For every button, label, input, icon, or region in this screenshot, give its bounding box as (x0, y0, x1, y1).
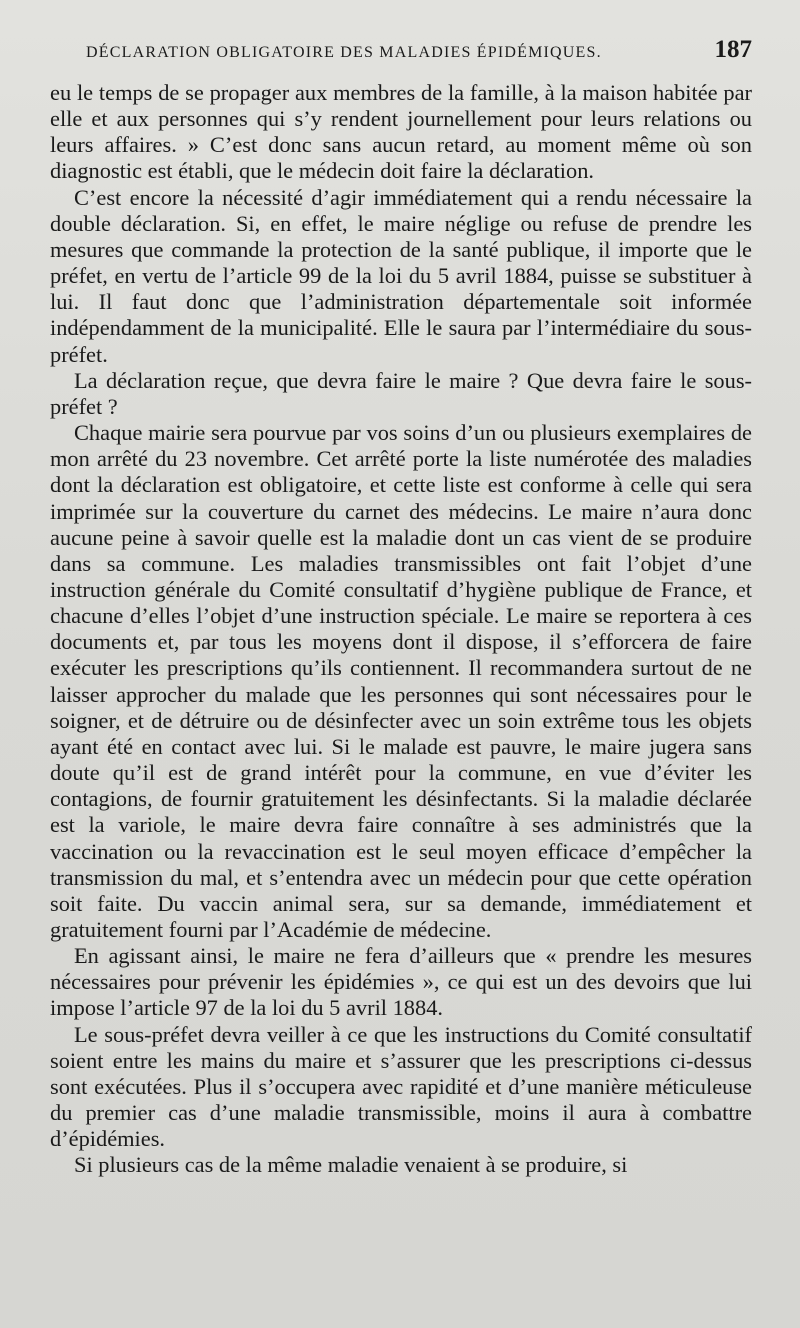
paragraph: C’est encore la nécessité d’agir immédiatement qui a rendu nécessaire la double déclaration. Si, en effet, le maire néglige ou refuse de prendre les mesures que commande la protection de la santé publique, il importe que le préfet, en vertu de l’article 99 de la loi du 5 avril 1884, puisse se substituer à lui. Il faut donc que l’administration départementale soit informée indépendamment de la municipalité. Elle le saura par l’intermédiaire du sous-préfet. (50, 184, 752, 367)
paragraph: En agissant ainsi, le maire ne fera d’ailleurs que « prendre les mesures nécessaires pour prévenir les épidémies », ce qui est un des devoirs que lui impose l’article 97 de la loi du 5 avril 1884. (50, 943, 752, 1021)
paragraph: Si plusieurs cas de la même maladie venaient à se produire, si (74, 1152, 628, 1178)
running-head: DÉCLARATION OBLIGATOIRE DES MALADIES ÉPIDÉMIQUES. (86, 44, 602, 61)
paragraph: La déclaration reçue, que devra faire le maire ? Que devra faire le sous-préfet ? (50, 367, 752, 419)
page-number: 187 (714, 36, 752, 63)
page-header (50, 36, 752, 80)
body-text (50, 80, 752, 1179)
paragraph: Chaque mairie sera pourvue par vos soins d’un ou plusieurs exemplaires de mon arrêté du 23 novembre. Cet arrêté porte la liste numérotée des maladies dont la déclaration est obligatoire, et cette liste est conforme à celle qui sera imprimée sur la couverture du carnet des médecins. Le maire n’aura donc aucune peine à savoir quelle est la maladie dont un cas vient de se produire dans sa commune. Les maladies transmissibles ont fait l’objet d’une instruction générale du Comité consultatif d’hygiène publique de France, et chacune d’elles l’objet d’une instruction spéciale. Le maire se reportera à ces documents et, par tous les moyens dont il dispose, il s’efforcera de faire exécuter les prescriptions qu’ils contiennent. Il recommandera surtout de ne laisser approcher du malade que les personnes qui sont nécessaires pour le soigner, et de détruire ou de désinfecter avec un soin extrême tous les objets ayant été en contact avec lui. Si le malade est pauvre, le maire jugera sans doute qu’il est de grand intérêt pour la commune, en vue d’éviter les contagions, de fournir gratuitement les désinfectants. Si la maladie déclarée est la variole, le maire devra faire connaître à ses administrés que la vaccination ou la revaccination est le seul moyen efficace d’empêcher la transmission du mal, et s’entendra avec un médecin pour que cette opération soit faite. Du vaccin animal sera, sur sa demande, immédiatement et gratuitement fourni par l’Académie de médecine. (50, 420, 752, 942)
paragraph: Le sous-préfet devra veiller à ce que les instructions du Comité consultatif soient entre les mains du maire et s’assurer que les prescriptions ci-dessus sont exécutées. Plus il s’occupera avec rapidité et d’une manière méticuleuse du premier cas d’une maladie transmissible, moins il aura à combattre d’épidémies. (50, 1021, 752, 1152)
paragraph-continuation: eu le temps de se propager aux membres de la famille, à la maison habitée par elle et aux personnes qui s’y rendent journellement pour leurs relations ou leurs affaires. » C’est donc sans aucun retard, au moment même où son diagnostic est établi, que le médecin doit faire la déclaration. (50, 80, 752, 184)
